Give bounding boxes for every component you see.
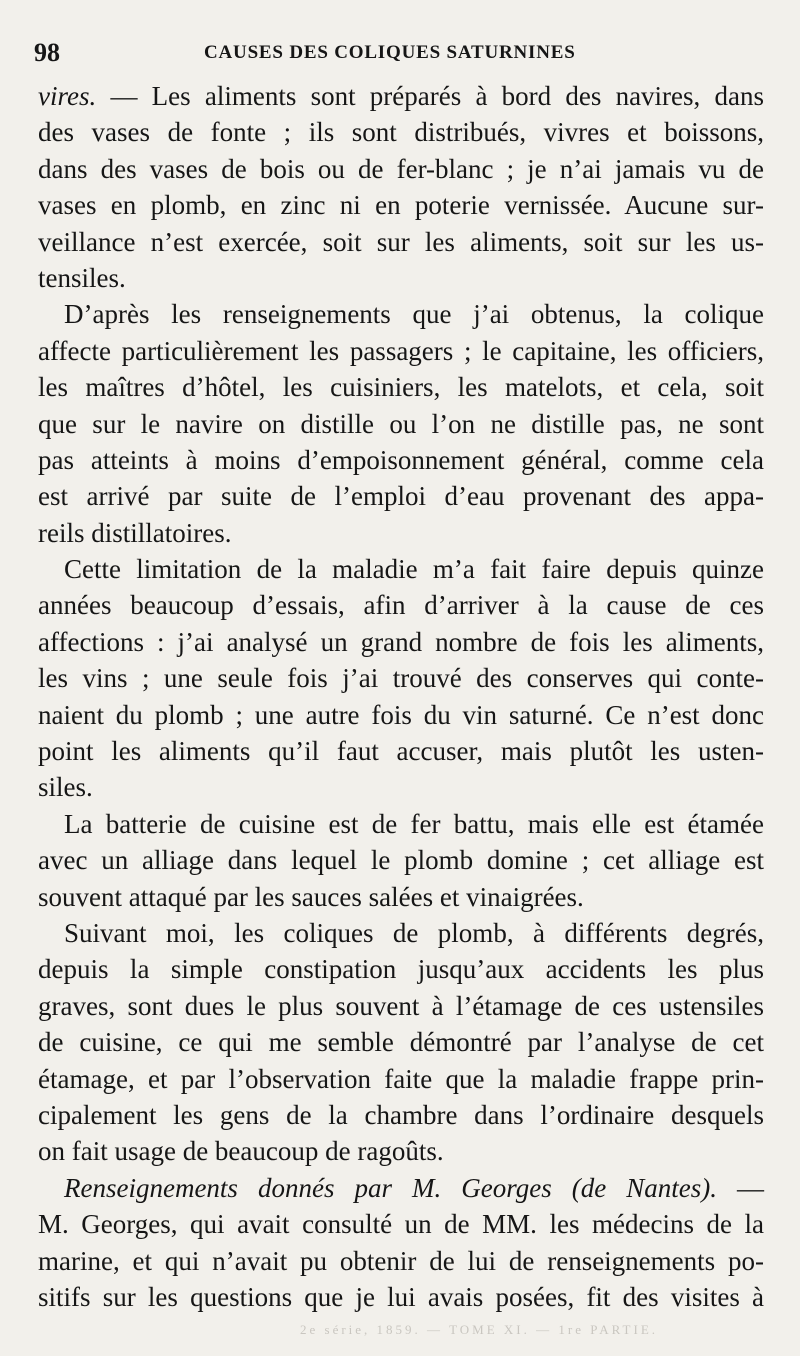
text-line: siles. xyxy=(38,772,93,803)
text-line: veillance n’est exercée, soit sur les aliments, soit sur les us- xyxy=(38,226,764,257)
text-line: souvent attaqué par les sauces salées et vinaigrées. xyxy=(38,881,584,912)
text-line: marine, et qui n’avait pu obtenir de lui de renseignements po- xyxy=(38,1245,764,1276)
text-line: étamage, et par l’observation faite que la maladie frappe prin- xyxy=(38,1063,764,1094)
text-line: dans des vases de bois ou de fer-blanc ; je n’ai jamais vu de xyxy=(38,153,764,184)
text-line: M. Georges, qui avait consulté un de MM. les médecins de la xyxy=(38,1209,764,1240)
text-line: les vins ; une seule fois j’ai trouvé des conserves qui conte- xyxy=(38,663,764,694)
text-line: on fait usage de beaucoup de ragoûts. xyxy=(38,1136,444,1167)
text-line: est arrivé par suite de l’emploi d’eau provenant des appa- xyxy=(38,481,764,512)
text-line: D’après les renseignements que j’ai obtenus, la colique xyxy=(64,299,764,330)
text-line: Suivant moi, les coliques de plomb, à différents degrés, xyxy=(64,917,764,948)
page-number: 98 xyxy=(34,38,60,67)
text-segment: — xyxy=(716,1172,764,1203)
text-segment: — Les aliments sont préparés à bord des navires, dans xyxy=(96,81,764,111)
text-line: affections : j’ai analysé un grand nombre de fois les aliments, xyxy=(38,626,764,657)
text-line: de cuisine, ce qui me semble démontré par l’analyse de cet xyxy=(38,1027,764,1058)
text-line: graves, sont dues le plus souvent à l’étamage de ces ustensiles xyxy=(38,990,764,1021)
text-line: cipalement les gens de la chambre dans l’ordinaire desquels xyxy=(38,1099,764,1130)
running-head xyxy=(34,34,769,74)
text-line: reils distillatoires. xyxy=(38,517,232,548)
text-line: Cette limitation de la maladie m’a fait faire depuis quinze xyxy=(64,554,764,585)
body-text xyxy=(38,78,764,1315)
text-line: tensiles. xyxy=(38,262,126,293)
faint-footer-text: 2e série, 1859. — TOME XI. — 1re PARTIE. xyxy=(300,1322,659,1337)
text-line: La batterie de cuisine est de fer battu, mais elle est étamée xyxy=(64,808,764,839)
text-line: années beaucoup d’essais, afin d’arriver à la cause de ces xyxy=(38,590,764,621)
text-line xyxy=(38,1170,764,1206)
text-line xyxy=(38,78,764,114)
text-line: naient du plomb ; une autre fois du vin saturné. Ce n’est donc xyxy=(38,699,764,730)
text-line: point les aliments qu’il faut accuser, mais plutôt les usten- xyxy=(38,736,764,767)
text-line: pas atteints à moins d’empoisonnement général, comme cela xyxy=(38,444,764,475)
text-line: vases en plomb, en zinc ni en poterie vernissée. Aucune sur- xyxy=(38,190,764,221)
text-line: que sur le navire on distille ou l’on ne distille pas, ne sont xyxy=(38,408,764,439)
text-line: avec un alliage dans lequel le plomb domine ; cet alliage est xyxy=(38,845,764,876)
italic-text: Renseignements donnés par M. Georges (de Nantes). xyxy=(64,1172,717,1203)
text-line: affecte particulièrement les passagers ; le capitaine, les officiers, xyxy=(38,335,764,366)
italic-text: vires. xyxy=(38,81,97,111)
text-line: les maîtres d’hôtel, les cuisiniers, les matelots, et cela, soit xyxy=(38,372,764,403)
text-line: des vases de fonte ; ils sont distribués, vivres et boissons, xyxy=(38,117,764,148)
running-title: CAUSES DES COLIQUES SATURNINES xyxy=(204,42,576,63)
text-line: sitifs sur les questions que je lui avais posées, fit des visites à xyxy=(38,1281,764,1312)
text-line: depuis la simple constipation jusqu’aux accidents les plus xyxy=(38,954,764,985)
